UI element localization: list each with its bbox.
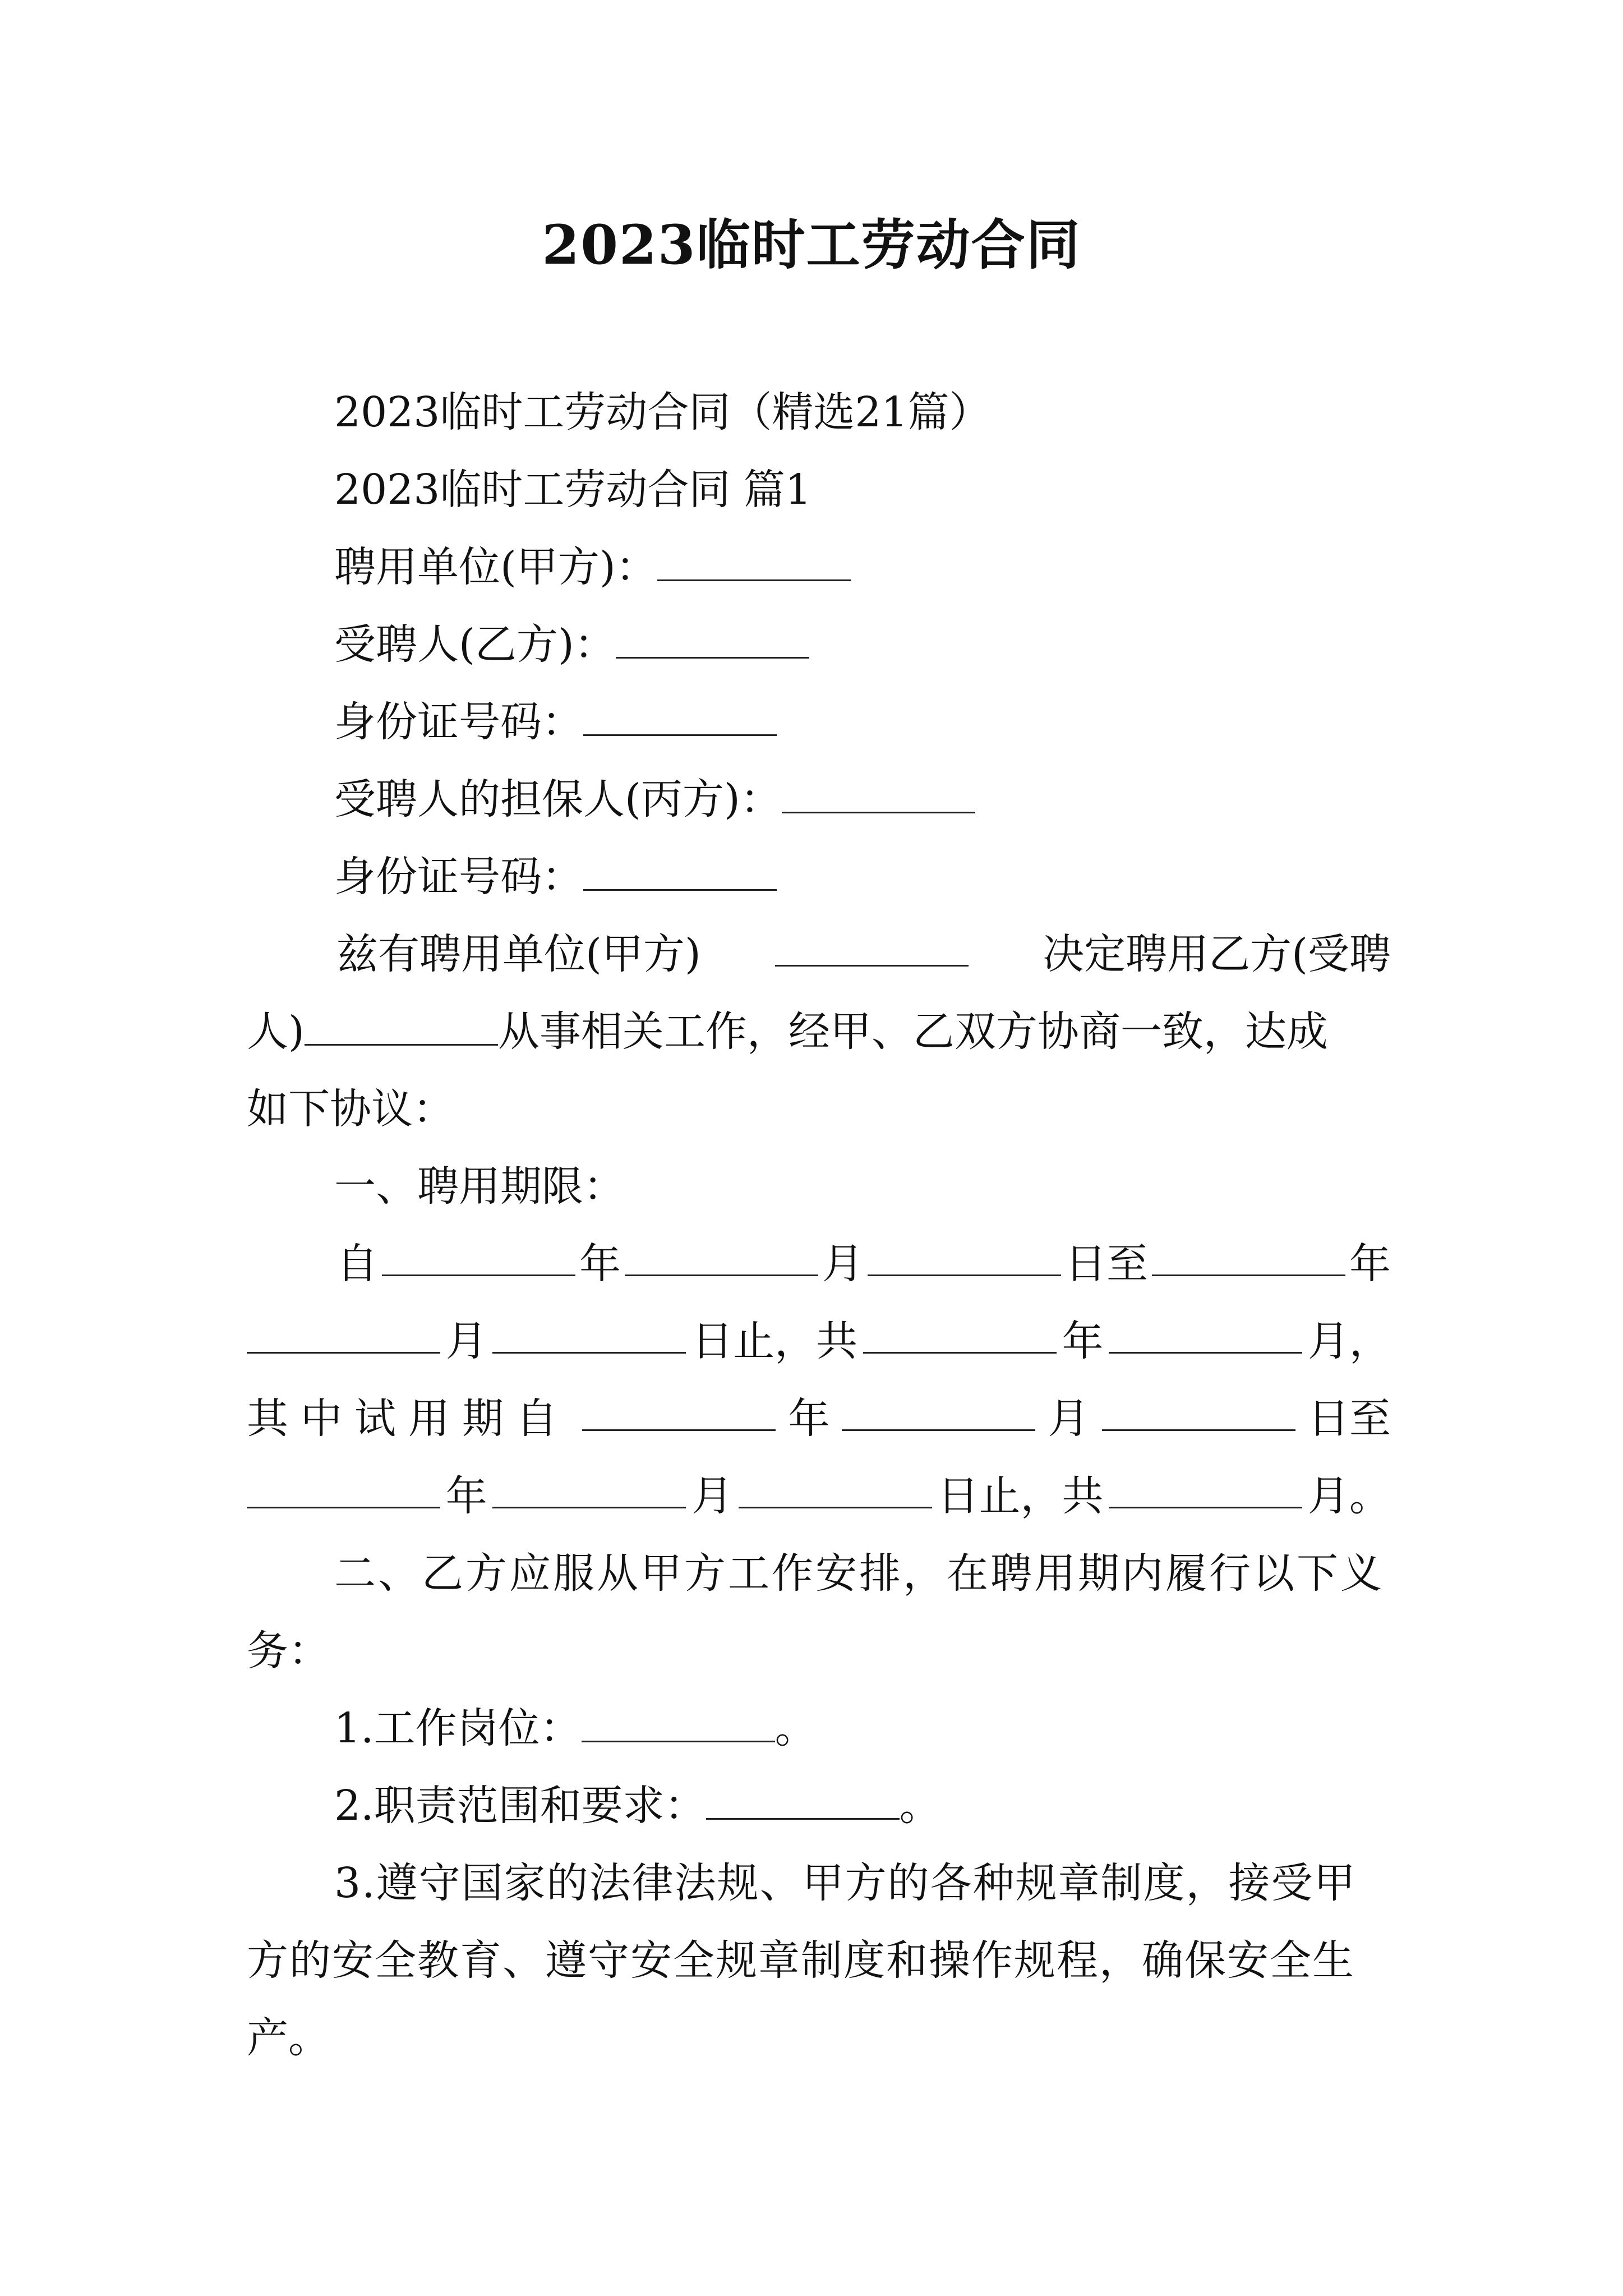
period-line-1	[247, 1233, 1391, 1295]
period-3-blank-0	[582, 1388, 776, 1431]
document-title: 2023临时工劳动合同	[542, 213, 1081, 277]
employee-field	[334, 614, 809, 675]
period-line-2	[247, 1310, 1391, 1372]
period-2-blank-3	[1109, 1310, 1302, 1354]
period-1-blank-0	[382, 1233, 575, 1276]
period-4-blank-3	[1109, 1465, 1302, 1508]
section-2-line-2: 务：	[247, 1627, 330, 1675]
period-1-text-4: 年	[1349, 1240, 1391, 1288]
period-4-text-3: 月。	[1307, 1472, 1391, 1520]
employer-blank	[657, 538, 851, 581]
intro-text-2b: 从事相关工作，经甲、乙双方协商一致，达成	[497, 1007, 1328, 1056]
id-number-blank-2	[583, 848, 777, 891]
intro-text-1a: 兹有聘用单位(甲方)	[336, 930, 701, 978]
item-2-end: 。	[899, 1782, 941, 1830]
item-1-label: 1.工作岗位：	[334, 1704, 582, 1752]
section-1-heading: 一、聘用期限：	[334, 1162, 625, 1211]
item-3-line-1: 3.遵守国家的法律法规、甲方的各种规章制度，接受甲	[334, 1859, 1357, 1907]
period-2-text-0: 月	[445, 1317, 487, 1365]
id-number-label-1: 身份证号码：	[334, 698, 583, 746]
item-1-end: 。	[774, 1704, 817, 1752]
employer-field	[334, 536, 851, 598]
period-2-blank-1	[492, 1310, 686, 1354]
period-1-blank-1	[625, 1233, 818, 1276]
item-3-line-3: 产。	[247, 2014, 330, 2062]
period-4-blank-2	[739, 1465, 932, 1508]
subtitle-line: 2023临时工劳动合同（精选21篇）	[334, 388, 991, 436]
period-1-text-2: 月	[822, 1240, 864, 1288]
period-3-text-2: 月	[1048, 1395, 1090, 1443]
id-number-blank-1	[583, 693, 777, 736]
id-number-label-2: 身份证号码：	[334, 853, 583, 901]
period-3-text-1: 年	[788, 1395, 830, 1443]
id-number-field-1	[334, 691, 777, 753]
period-2-text-1: 日止，共	[691, 1317, 858, 1365]
period-2-blank-2	[863, 1310, 1057, 1354]
period-4-text-1: 月	[691, 1472, 734, 1520]
period-4-text-2: 日止，共	[937, 1472, 1104, 1520]
employee-blank	[616, 615, 809, 659]
guarantor-field	[334, 769, 975, 830]
intro-blank-1	[775, 923, 969, 967]
period-4-text-0: 年	[445, 1472, 487, 1520]
intro-line-2	[247, 1001, 1328, 1062]
period-1-blank-3	[1152, 1233, 1345, 1276]
guarantor-blank	[782, 770, 975, 813]
employer-label: 聘用单位(甲方)：	[334, 543, 657, 591]
guarantor-label: 受聘人的担保人(丙方)：	[334, 775, 782, 823]
period-line-3	[247, 1388, 1391, 1450]
period-3-text-0: 其中试用期自	[247, 1395, 570, 1443]
period-4-blank-0	[247, 1465, 440, 1508]
chapter-heading: 2023临时工劳动合同 篇1	[334, 466, 811, 514]
period-1-text-3: 日至	[1065, 1240, 1148, 1288]
period-1-text-0: 自	[336, 1240, 378, 1288]
period-3-blank-1	[842, 1388, 1035, 1431]
period-1-blank-2	[868, 1233, 1061, 1276]
intro-blank-2	[305, 1002, 498, 1046]
period-2-text-3: 月，	[1307, 1317, 1391, 1365]
period-2-text-2: 年	[1062, 1317, 1104, 1365]
period-1-text-1: 年	[579, 1240, 621, 1288]
section-2-line-1: 二、乙方应服从甲方工作安排，在聘用期内履行以下义	[334, 1549, 1384, 1598]
intro-line-3: 如下协议：	[247, 1085, 454, 1133]
id-number-field-2	[334, 846, 777, 908]
period-line-4	[247, 1465, 1391, 1527]
employee-label: 受聘人(乙方)：	[334, 620, 616, 669]
period-2-blank-0	[247, 1310, 440, 1354]
item-3-line-2: 方的安全教育、遵守安全规章制度和操作规程，确保安全生	[247, 1936, 1355, 1985]
period-4-blank-1	[492, 1465, 686, 1508]
item-2	[334, 1775, 941, 1837]
item-1	[334, 1697, 817, 1759]
intro-line-1	[247, 923, 1391, 985]
intro-text-1b: 决定聘用乙方(受聘	[1043, 930, 1391, 978]
period-3-text-3: 日至	[1307, 1395, 1391, 1443]
item-2-label: 2.职责范围和要求：	[334, 1782, 706, 1830]
item-1-blank	[582, 1699, 775, 1742]
item-2-blank	[706, 1777, 900, 1820]
period-3-blank-2	[1102, 1388, 1295, 1431]
intro-text-2a: 人)	[247, 1007, 305, 1056]
